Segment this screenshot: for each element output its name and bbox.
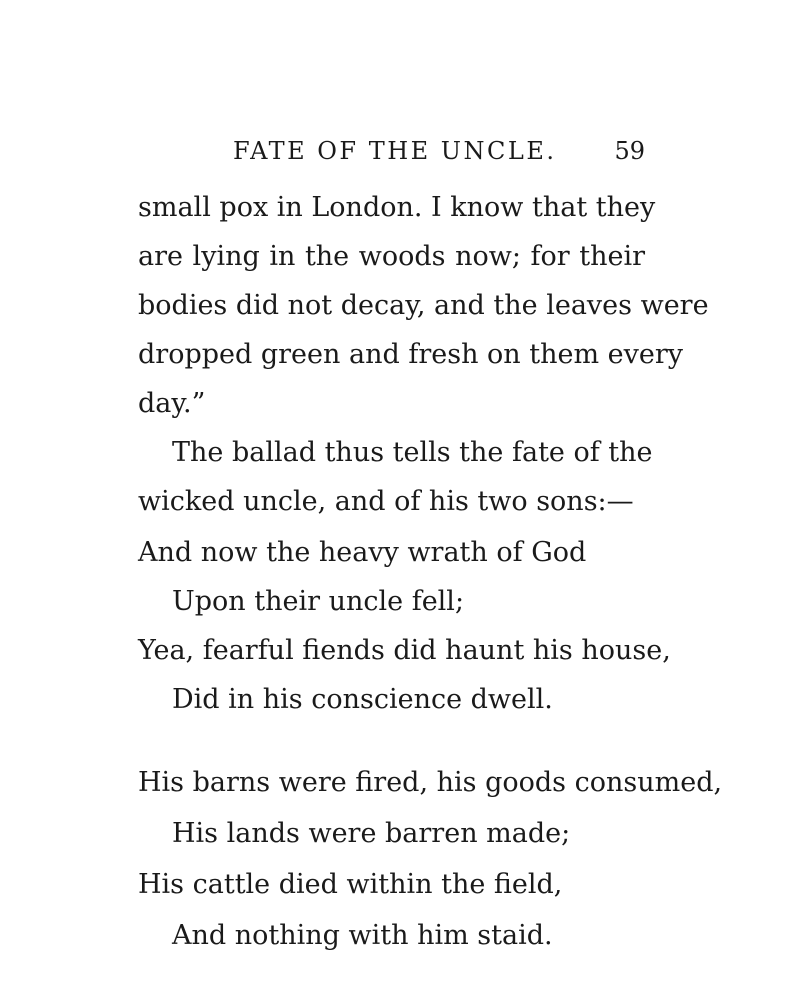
prose-line: bodies did not decay, and the leaves were xyxy=(138,290,709,321)
prose-line: dropped green and fresh on them every xyxy=(138,339,684,370)
prose-line: day.” xyxy=(138,388,206,419)
prose-text xyxy=(138,183,709,526)
verse-line: And now the heavy wrath of God xyxy=(138,537,587,568)
verse-line: His cattle died within the field, xyxy=(138,869,563,900)
verse-line: Yea, fearful fiends did haunt his house, xyxy=(138,635,671,666)
page-number: 59 xyxy=(614,137,645,165)
verse-line: And nothing with him staid. xyxy=(172,920,553,951)
prose-line: The ballad thus tells the fate of the xyxy=(172,437,653,468)
verse-line: His lands were barren made; xyxy=(172,818,571,849)
prose-line: are lying in the woods now; for their xyxy=(138,241,645,272)
running-head xyxy=(233,134,645,168)
verse-line: Upon their uncle fell; xyxy=(172,586,465,617)
prose-line: wicked uncle, and of his two sons:— xyxy=(138,486,634,517)
prose-line: small pox in London. I know that they xyxy=(138,192,656,223)
ballad-stanza-1 xyxy=(138,528,671,724)
running-title: FATE OF THE UNCLE. xyxy=(233,137,557,165)
verse-line: Did in his conscience dwell. xyxy=(172,684,553,715)
verse-line: His barns were fired, his goods consumed, xyxy=(138,767,723,798)
ballad-stanza-2 xyxy=(138,758,723,962)
